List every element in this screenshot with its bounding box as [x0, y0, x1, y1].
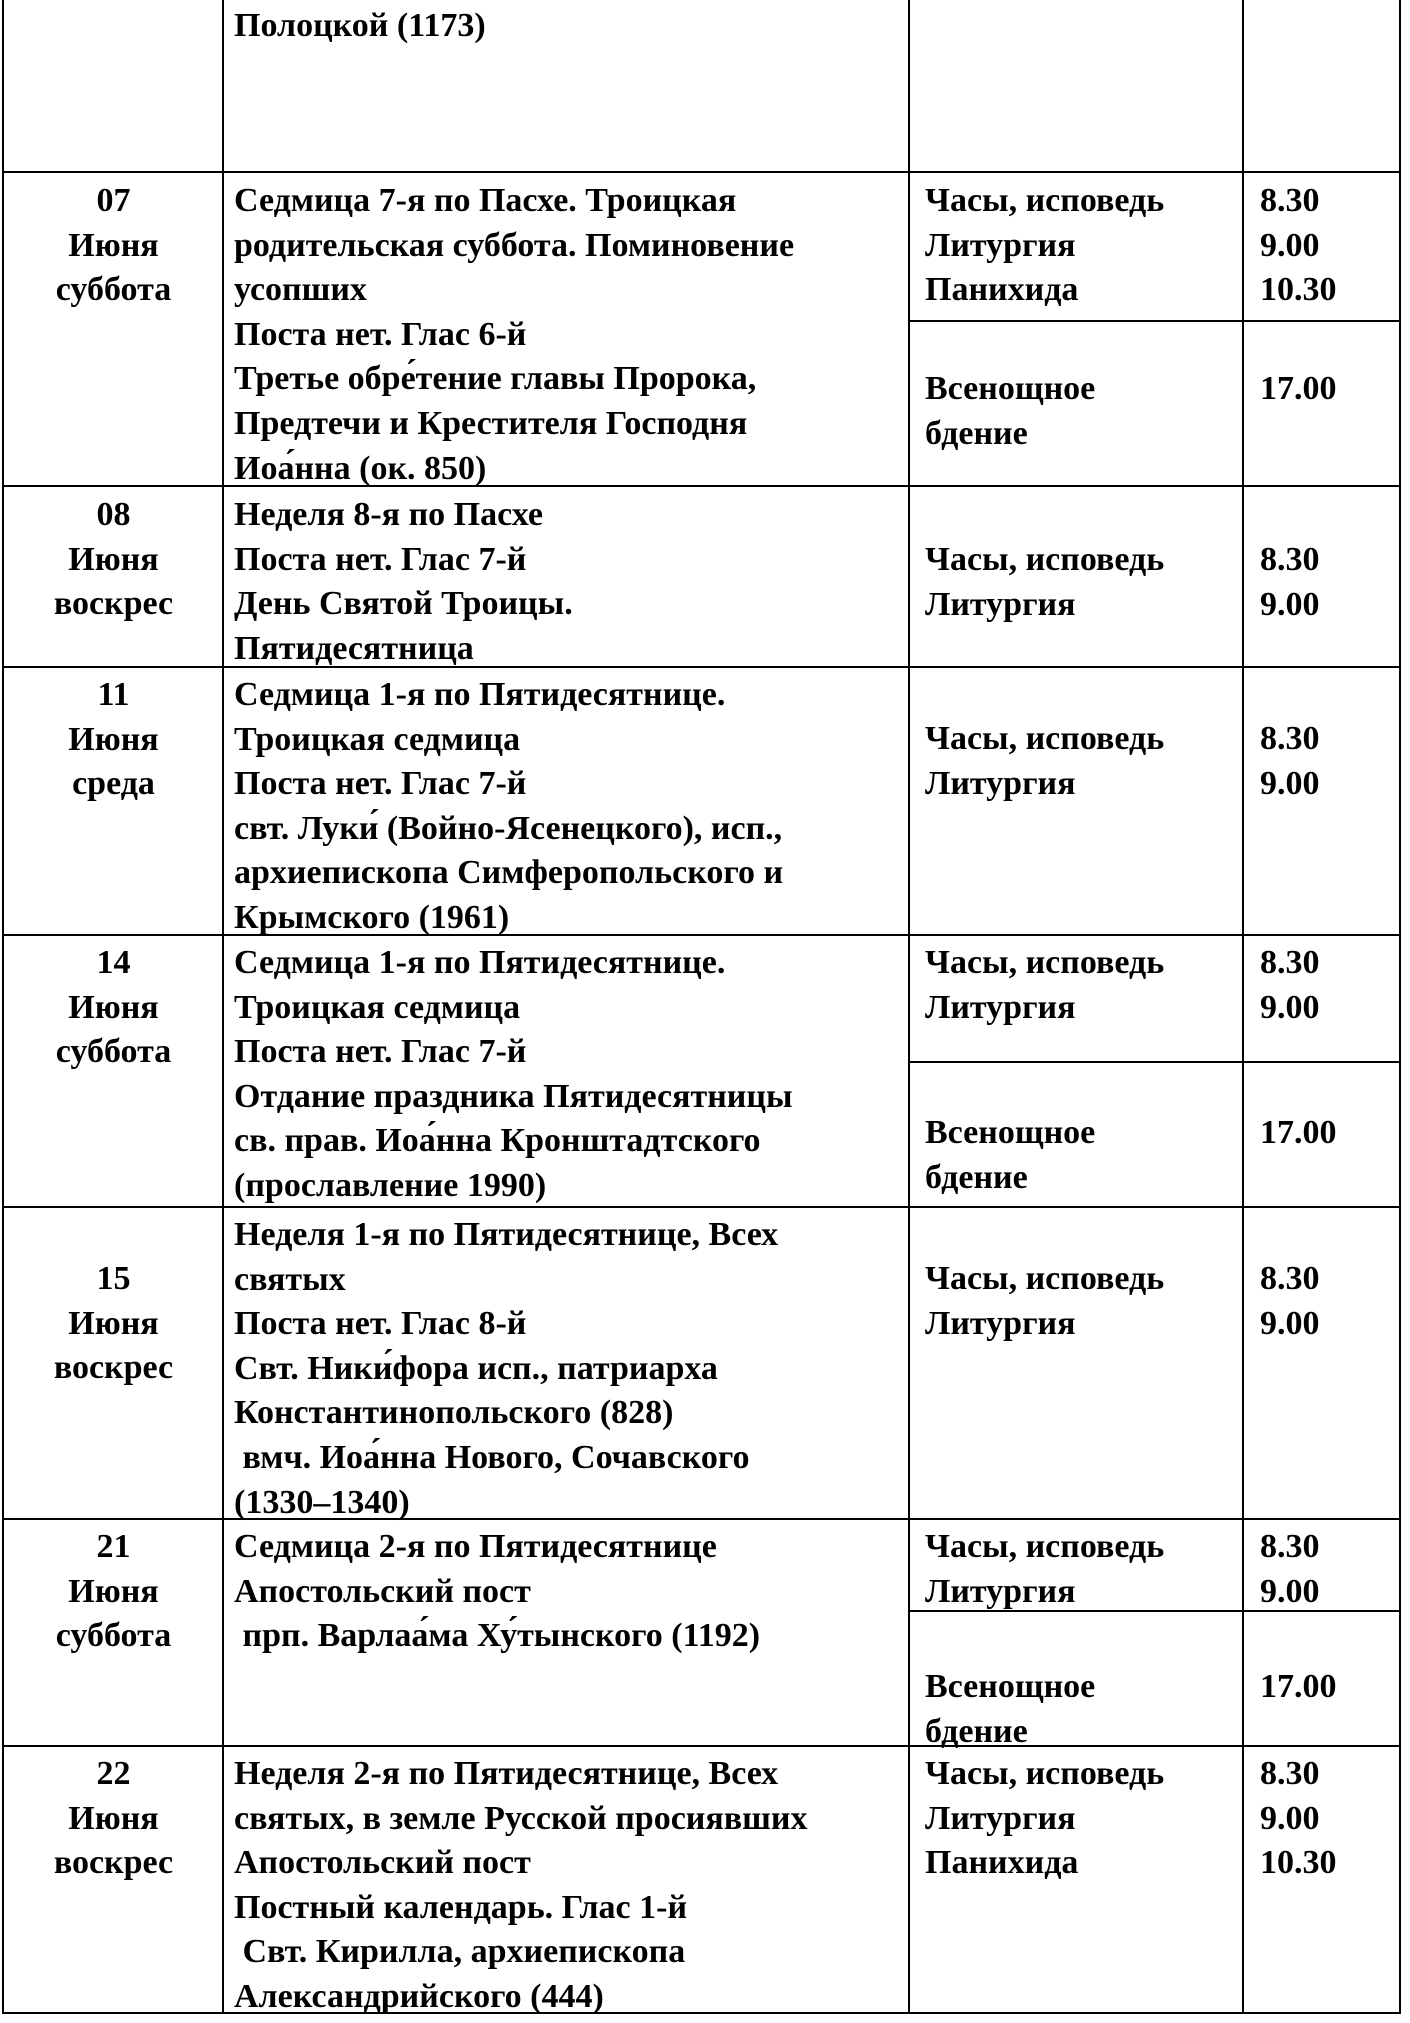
description-cell-line: Александрийского (444): [234, 1977, 604, 2015]
service-cell: [925, 367, 1095, 456]
time-cell-line: 9.00: [1260, 585, 1320, 623]
service-cell-line: Часы, исповедь: [925, 720, 1165, 757]
description-cell-line: Поста нет. Глас 8-й: [234, 1305, 527, 1343]
time-cell-line: 9.00: [1260, 226, 1320, 264]
description-cell-line: Седмица 1-я по Пятидесятнице.: [234, 944, 726, 981]
date-cell-line: воскрес: [53, 1349, 174, 1387]
description-cell-line: Седмица 7-я по Пасхе. Троицкая: [234, 182, 737, 219]
time-cell-line: 8.30: [1260, 1755, 1320, 1792]
time-cell: [1260, 717, 1320, 806]
date-cell-line: Июня: [68, 1799, 159, 1837]
service-cell-line: Всенощное: [925, 1668, 1096, 1705]
row-border-1: [2, 171, 1401, 173]
service-cell: [925, 179, 1164, 313]
description-cell-line: Полоцкой (1173): [234, 7, 486, 44]
description-cell-line: Крымского (1961): [234, 898, 510, 936]
description-cell-line: Апостольский пост: [234, 1572, 531, 1610]
date-cell: [6, 1525, 221, 1659]
time-cell: [1260, 179, 1337, 313]
description-cell: [234, 1525, 760, 1659]
column-border-3: [1242, 0, 1244, 2012]
description-cell-line: Постный календарь. Глас 1-й: [234, 1888, 688, 1926]
description-cell-line: День Святой Троицы.: [234, 585, 573, 623]
date-cell-line: 14: [96, 944, 131, 981]
description-cell-line: Отдание праздника Пятидесятницы: [234, 1077, 793, 1115]
description-cell-line: Поста нет. Глас 7-й: [234, 540, 527, 578]
date-cell-line: Июня: [68, 226, 159, 264]
time-cell-line: 8.30: [1260, 944, 1320, 981]
time-cell: [1260, 538, 1320, 627]
time-cell-line: 9.00: [1260, 1572, 1320, 1610]
date-cell-line: Июня: [68, 540, 159, 578]
service-cell-line: Литургия: [925, 1572, 1076, 1610]
description-cell-line: прп. Варлаа́ма Ху́тынского (1192): [234, 1617, 761, 1655]
time-cell-line: 17.00: [1260, 370, 1337, 407]
time-cell-line: 9.00: [1260, 988, 1320, 1026]
description-cell-line: Поста нет. Глас 6-й: [234, 315, 527, 353]
description-cell-line: Седмица 2-я по Пятидесятнице: [234, 1528, 717, 1565]
service-cell: [925, 1525, 1164, 1614]
date-cell-line: суббота: [55, 1617, 172, 1655]
description-cell-line: родительская суббота. Поминовение: [234, 226, 795, 264]
service-cell-line: бдение: [925, 414, 1028, 452]
time-cell-line: 8.30: [1260, 1528, 1320, 1565]
time-cell: [1260, 941, 1320, 1030]
date-cell: [6, 673, 221, 807]
service-cell: [925, 1752, 1164, 1886]
service-divider-4: [908, 1061, 1401, 1063]
date-cell-line: Июня: [68, 1304, 159, 1342]
description-cell: [234, 1752, 807, 2020]
date-cell: [6, 179, 221, 313]
service-cell-line: Литургия: [925, 585, 1076, 623]
description-cell-line: Третье обре́тение главы Пророка,: [234, 360, 757, 398]
description-cell-line: св. прав. Иоа́нна Кронштадтского: [234, 1122, 761, 1160]
service-cell-line: Часы, исповедь: [925, 944, 1165, 981]
description-cell-line: Неделя 1-я по Пятидесятнице, Всех: [234, 1216, 779, 1253]
service-cell-line: Литургия: [925, 988, 1076, 1026]
time-cell-line: 17.00: [1260, 1668, 1337, 1705]
service-cell-line: бдение: [925, 1158, 1028, 1196]
description-cell: [234, 179, 794, 491]
service-cell-line: Литургия: [925, 1799, 1076, 1837]
description-cell-line: Свт. Кирилла, архиепископа: [234, 1933, 686, 1971]
service-cell-line: Панихида: [925, 271, 1079, 309]
description-cell-line: Троицкая седмица: [234, 720, 521, 758]
service-cell-line: Часы, исповедь: [925, 1260, 1165, 1297]
description-cell: [234, 493, 573, 671]
date-cell-line: 11: [97, 676, 130, 713]
description-cell-line: Апостольский пост: [234, 1844, 531, 1882]
time-cell-line: 10.30: [1260, 271, 1337, 309]
time-cell-line: 8.30: [1260, 720, 1320, 757]
date-cell-line: Июня: [68, 1572, 159, 1610]
description-cell-line: Пятидесятница: [234, 629, 474, 667]
description-cell-line: святых, в земле Русской просиявших: [234, 1799, 808, 1837]
time-cell: [1260, 1665, 1337, 1710]
description-cell-line: Седмица 1-я по Пятидесятнице.: [234, 676, 726, 713]
service-cell: [925, 717, 1164, 806]
time-cell-line: 8.30: [1260, 182, 1320, 219]
column-border-0: [2, 0, 4, 2012]
description-cell-line: (прославление 1990): [234, 1166, 547, 1204]
service-cell: [925, 538, 1164, 627]
service-divider-1: [908, 320, 1401, 322]
service-cell-line: Часы, исповедь: [925, 1755, 1165, 1792]
time-cell-line: 10.30: [1260, 1844, 1337, 1882]
description-cell-line: Поста нет. Глас 7-й: [234, 765, 527, 803]
description-cell-line: архиепископа Симферопольского и: [234, 854, 784, 892]
service-cell-line: Литургия: [925, 226, 1076, 264]
column-border-2: [908, 0, 910, 2012]
description-cell: [234, 673, 783, 941]
description-cell-line: (1330–1340): [234, 1483, 410, 1521]
service-cell: [925, 1257, 1164, 1346]
date-cell: [6, 1257, 221, 1391]
date-cell-line: суббота: [55, 271, 172, 309]
column-border-1: [222, 0, 224, 2012]
description-cell-line: святых: [234, 1260, 346, 1298]
time-cell: [1260, 1111, 1337, 1156]
description-cell-line: Троицкая седмица: [234, 988, 521, 1026]
service-cell: [925, 941, 1164, 1030]
time-cell-line: 8.30: [1260, 541, 1320, 578]
service-cell: [925, 1111, 1095, 1200]
description-cell-line: усопших: [234, 271, 367, 309]
date-cell-line: 21: [96, 1528, 131, 1565]
date-cell-line: воскрес: [53, 1844, 174, 1882]
date-cell-line: среда: [72, 765, 155, 803]
description-cell: [234, 1213, 778, 1525]
time-cell-line: 9.00: [1260, 1304, 1320, 1342]
date-cell: [6, 493, 221, 627]
date-cell: [6, 1752, 221, 1886]
date-cell-line: 22: [96, 1755, 131, 1792]
description-cell-line: свт. Луки́ (Войно-Ясенецкого), исп.,: [234, 809, 783, 847]
time-cell: [1260, 1525, 1320, 1614]
service-cell-line: Часы, исповедь: [925, 182, 1165, 219]
date-cell-line: Июня: [68, 720, 159, 758]
time-cell-line: 9.00: [1260, 1799, 1320, 1837]
time-cell-line: 17.00: [1260, 1114, 1337, 1151]
description-cell-line: Иоа́нна (ок. 850): [234, 449, 487, 487]
time-cell: [1260, 367, 1337, 412]
time-cell-line: 9.00: [1260, 764, 1320, 802]
description-cell-line: Поста нет. Глас 7-й: [234, 1033, 527, 1071]
column-border-4: [1399, 0, 1401, 2012]
date-cell-line: 08: [96, 496, 131, 533]
description-cell: [234, 941, 793, 1209]
service-cell-line: Всенощное: [925, 370, 1096, 407]
time-cell: [1260, 1257, 1320, 1346]
description-cell-line: Неделя 2-я по Пятидесятнице, Всех: [234, 1755, 779, 1792]
date-cell-line: 15: [96, 1260, 131, 1297]
description-cell-line: вмч. Иоа́нна Нового, Сочавского: [234, 1438, 750, 1476]
service-cell: [925, 1665, 1095, 1754]
description-cell-line: Свт. Ники́фора исп., патриарха: [234, 1349, 718, 1387]
date-cell-line: 07: [96, 182, 131, 219]
service-cell-line: Литургия: [925, 764, 1076, 802]
time-cell-line: 8.30: [1260, 1260, 1320, 1297]
date-cell-line: воскрес: [53, 585, 174, 623]
time-cell: [1260, 1752, 1337, 1886]
description-cell-line: Константинопольского (828): [234, 1394, 674, 1432]
service-cell-line: Всенощное: [925, 1114, 1096, 1151]
description-cell-line: Предтечи и Крестителя Господня: [234, 404, 748, 442]
service-cell-line: Часы, исповедь: [925, 541, 1165, 578]
description-cell: [234, 4, 486, 49]
date-cell-line: суббота: [55, 1033, 172, 1071]
service-cell-line: бдение: [925, 1712, 1028, 1750]
service-cell-line: Часы, исповедь: [925, 1528, 1165, 1565]
date-cell-line: Июня: [68, 988, 159, 1026]
service-cell-line: Литургия: [925, 1304, 1076, 1342]
row-border-7: [2, 1745, 1401, 1747]
service-cell-line: Панихида: [925, 1844, 1079, 1882]
row-border-3: [2, 666, 1401, 668]
date-cell: [6, 941, 221, 1075]
description-cell-line: Неделя 8-я по Пасхе: [234, 496, 543, 533]
